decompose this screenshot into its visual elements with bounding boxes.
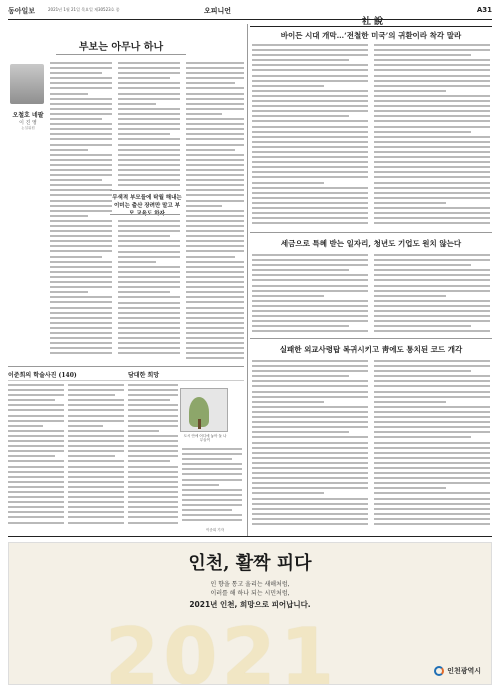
small-col-body-3	[128, 384, 178, 530]
editorial-2-body-a	[252, 254, 368, 334]
column-body-1	[50, 62, 112, 362]
editorial-1-body-a	[252, 44, 368, 230]
small-col-body-2	[68, 384, 124, 530]
ad-numeral: 2021	[105, 613, 339, 685]
incheon-logo-icon	[434, 666, 444, 676]
advertisement[interactable]	[8, 542, 492, 685]
editorial-2-body-b	[374, 254, 490, 334]
column-body-2b	[118, 220, 180, 362]
cartoon-image	[180, 388, 228, 432]
byline: 이준희 기자	[206, 528, 225, 532]
editorial-title-2: 세금으로 특혜 받는 일자리, 청년도 기업도 원치 않는다	[280, 239, 462, 248]
editorial-tag	[250, 14, 492, 27]
author-role: 논설위원	[21, 126, 35, 130]
issue-info: 2021년 1월 21일 목요일 제30523호 종	[48, 7, 120, 12]
editorial-title-1: 바이든 시대 개막…‘전철한 미국’의 귀환이라 착각 말라	[280, 31, 462, 40]
title-rule	[56, 54, 186, 55]
editorial-3-body-a	[252, 360, 368, 532]
section-rule	[8, 366, 244, 367]
pull-rule-top	[110, 190, 180, 191]
column-body-2	[118, 62, 180, 190]
ad-tagline-2: 이러를 해 하나 되는 시민처럼,	[210, 590, 290, 597]
author-name: 오철호 네팔	[12, 112, 44, 119]
ad-tagline-3: 2021년 인천, 희망으로 피어납니다.	[189, 600, 311, 609]
ad-logo-text: 인천광역시	[447, 667, 481, 675]
editorial-label: 社說	[362, 17, 387, 27]
editorial-divider-2	[250, 338, 492, 339]
editorial-title-3: 실패한 외교사령탑 복귀시키고 靑에도 통치된 코드 개각	[279, 345, 463, 354]
column-divider	[247, 24, 248, 536]
cartoon-caption: 도시 안에 어디에 놓아 둘 나무들이	[183, 434, 227, 442]
small-column-head-1: 이준희의 학술사진 (140)	[8, 372, 77, 379]
small-column-head-2: 담대한 희망	[128, 372, 160, 379]
ad-tagline-1: 인 향을 통고 울리는 새해처럼,	[210, 581, 290, 588]
editorial-1-body-b	[374, 44, 490, 230]
ad-separator	[8, 536, 492, 537]
ad-title: 인천, 활짝 피다	[188, 553, 312, 574]
subhead-rule	[8, 380, 244, 381]
pull-quote: 무색적 부모들에 탁월 해내는 이미는 출산 장려만 말고 부모 교육도 하자	[112, 195, 182, 217]
author-photo	[10, 64, 44, 104]
column-title: 부보는 아무나 하나	[78, 42, 164, 53]
column-body-3	[186, 62, 244, 362]
small-col-body-4	[182, 448, 242, 528]
masthead: 동아일보	[8, 6, 36, 15]
editorial-3-body-b	[374, 360, 490, 532]
ad-logo	[434, 666, 481, 676]
page-number: A31	[476, 6, 492, 14]
section-name: 오피니언	[204, 6, 232, 15]
author-subname: 이 진 영	[19, 120, 37, 126]
editorial-divider-1	[250, 232, 492, 233]
pull-rule-bottom	[110, 214, 180, 215]
small-col-body-1	[8, 384, 64, 530]
editorial-rule	[250, 26, 492, 27]
